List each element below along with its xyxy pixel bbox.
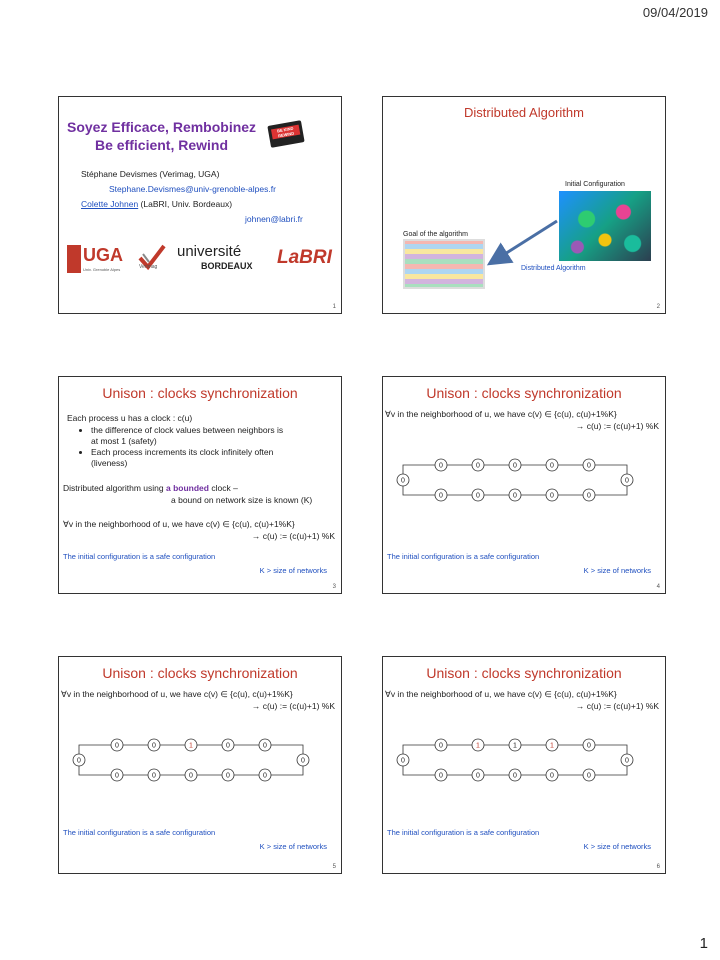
ring-node-bottom (509, 769, 521, 781)
slide-number: 4 (656, 584, 660, 590)
slide-1-title-line1: Soyez Efficace, Rembobinez (67, 119, 257, 135)
ring-node-top (435, 459, 447, 471)
action-text: → c(u) := (c(u)+1) %K (251, 701, 335, 711)
ring-node-top (509, 459, 521, 471)
k-size-text: K > size of networks (583, 566, 651, 575)
ring-node-bottom (435, 769, 447, 781)
ring-node-top (435, 739, 447, 751)
ring-node-bottom (546, 489, 558, 501)
verimag-logo (137, 242, 167, 272)
svg-text:0: 0 (513, 462, 517, 470)
svg-text:0: 0 (513, 772, 517, 780)
ring-node-bottom (435, 489, 447, 501)
svg-text:0: 0 (226, 742, 230, 750)
uga-logo: UGA (83, 245, 123, 265)
rule-text: ∀v in the neighborhood of u, we have c(v) ∈ {c(u), c(u)+1%K} (385, 689, 617, 699)
email-1: Stephane.Devismes@univ-grenoble-alpes.fr (109, 184, 276, 194)
svg-text:0: 0 (439, 462, 443, 470)
ring-network (383, 731, 665, 785)
rule-text: ∀v in the neighborhood of u, we have c(v) ∈ {c(u), c(u)+1%K} (61, 689, 293, 699)
ring-node-bottom (546, 769, 558, 781)
ring-node-top (148, 739, 160, 751)
page-date: 09/04/2019 (642, 5, 708, 20)
liveness-item: • Each process increments its clock infinitely often (liveness) (91, 447, 283, 469)
slide-6 (382, 656, 666, 874)
initial-configuration-image (559, 191, 651, 261)
slide-2 (382, 96, 666, 314)
ring-network (383, 451, 665, 505)
ring-node-bottom (259, 769, 271, 781)
author-1: Stéphane Devismes (Verimag, UGA) (81, 169, 220, 179)
svg-text:1: 1 (550, 742, 554, 750)
slide-4 (382, 376, 666, 594)
clock-intro: Each process u has a clock : c(u) (67, 413, 193, 423)
svg-text:0: 0 (439, 492, 443, 500)
goal-label: Goal of the algorithm (403, 231, 468, 238)
svg-text:0: 0 (587, 462, 591, 470)
ring-node-top (472, 739, 484, 751)
ring-node-bottom (472, 769, 484, 781)
svg-text:0: 0 (587, 742, 591, 750)
svg-text:0: 0 (189, 772, 193, 780)
goal-image (403, 239, 485, 289)
ring-node-top (185, 739, 197, 751)
ring-node-bottom (111, 769, 123, 781)
svg-text:0: 0 (476, 772, 480, 780)
slide-5-title: Unison : clocks synchronization (102, 665, 298, 681)
safe-config-text: The initial configuration is a safe configuration (63, 552, 216, 561)
ring-node-top (546, 459, 558, 471)
svg-text:0: 0 (625, 757, 629, 765)
action-text: → c(u) := (c(u)+1) %K (575, 701, 659, 711)
ring-node-bottom (509, 489, 521, 501)
svg-text:0: 0 (263, 742, 267, 750)
slide-number: 6 (656, 864, 660, 870)
k-size-text: K > size of networks (259, 842, 327, 851)
svg-text:0: 0 (77, 757, 81, 765)
author-2 (81, 199, 232, 210)
ring-node-bottom (583, 489, 595, 501)
author-2-affiliation: (LaBRI, Univ. Bordeaux) (138, 199, 233, 209)
cassette-label: BE KIND REWIND (271, 125, 300, 140)
slide-1-title-line2: Be efficient, Rewind (95, 137, 229, 153)
labri-logo: LaBRI (277, 247, 332, 268)
ring-node-right (297, 754, 309, 766)
svg-text:0: 0 (587, 772, 591, 780)
ring-node-bottom (185, 769, 197, 781)
page-number: 1 (699, 935, 708, 952)
safe-config-text: The initial configuration is a safe configuration (387, 552, 540, 561)
verimag-logo-text: Verimag (139, 264, 158, 270)
svg-text:0: 0 (226, 772, 230, 780)
ring-node-left (397, 474, 409, 486)
svg-text:0: 0 (115, 742, 119, 750)
algo-line-2: a bound on network size is known (K) (171, 495, 313, 505)
slide-1 (58, 96, 342, 314)
ring-node-top (111, 739, 123, 751)
bordeaux-logo-line1: université (177, 243, 242, 260)
ring-node-top (546, 739, 558, 751)
ring-node-right (621, 474, 633, 486)
ring-node-top (222, 739, 234, 751)
ring-node-top (583, 739, 595, 751)
svg-text:1: 1 (189, 742, 193, 750)
slide-number: 3 (332, 584, 336, 590)
svg-text:0: 0 (550, 462, 554, 470)
cassette-image (267, 120, 304, 148)
ring-node-bottom (222, 769, 234, 781)
svg-text:0: 0 (301, 757, 305, 765)
svg-text:0: 0 (401, 757, 405, 765)
uga-logo-mark (67, 245, 81, 273)
ring-node-left (73, 754, 85, 766)
slide-3 (58, 376, 342, 594)
slide-2-title: Distributed Algorithm (464, 105, 584, 120)
svg-text:0: 0 (152, 772, 156, 780)
algo-line-1: Distributed algorithm using a bounded clock – (63, 483, 238, 493)
ring-node-bottom (148, 769, 160, 781)
svg-text:0: 0 (476, 462, 480, 470)
ring-network (59, 731, 341, 785)
slide-3-title: Unison : clocks synchronization (102, 385, 298, 401)
svg-text:0: 0 (513, 492, 517, 500)
email-2: johnen@labri.fr (245, 214, 303, 224)
property-list (79, 425, 283, 469)
bordeaux-logo-line2: BORDEAUX (201, 261, 253, 271)
initial-configuration-label: Initial Configuration (565, 181, 625, 188)
svg-text:0: 0 (439, 742, 443, 750)
safe-config-text: The initial configuration is a safe configuration (63, 828, 216, 837)
ring-node-bottom (583, 769, 595, 781)
svg-text:0: 0 (587, 492, 591, 500)
uga-logo-sub: Univ. Grenoble Alpes (83, 267, 121, 272)
ring-node-top (472, 459, 484, 471)
arrow-label: Distributed Algorithm (521, 265, 586, 272)
ring-node-bottom (472, 489, 484, 501)
svg-text:0: 0 (439, 772, 443, 780)
safe-config-text: The initial configuration is a safe configuration (387, 828, 540, 837)
rule-text: ∀v in the neighborhood of u, we have c(v) ∈ {c(u), c(u)+1%K} (63, 519, 295, 529)
slide-number: 5 (332, 864, 336, 870)
slide-4-title: Unison : clocks synchronization (426, 385, 622, 401)
slide-5 (58, 656, 342, 874)
action-text: → c(u) := (c(u)+1) %K (251, 531, 335, 541)
svg-text:1: 1 (476, 742, 480, 750)
rule-text: ∀v in the neighborhood of u, we have c(v) ∈ {c(u), c(u)+1%K} (385, 409, 617, 419)
ring-node-top (509, 739, 521, 751)
svg-text:0: 0 (550, 492, 554, 500)
ring-node-top (259, 739, 271, 751)
svg-text:0: 0 (152, 742, 156, 750)
svg-text:0: 0 (401, 477, 405, 485)
k-size-text: K > size of networks (583, 842, 651, 851)
svg-text:0: 0 (476, 492, 480, 500)
svg-text:1: 1 (513, 742, 517, 750)
k-size-text: K > size of networks (259, 566, 327, 575)
svg-text:0: 0 (263, 772, 267, 780)
ring-node-top (583, 459, 595, 471)
ring-node-left (397, 754, 409, 766)
slide-number: 1 (332, 304, 336, 310)
slide-number: 2 (656, 304, 660, 310)
ring-node-right (621, 754, 633, 766)
author-2-name: Colette Johnen (81, 199, 139, 209)
svg-text:0: 0 (550, 772, 554, 780)
slide-6-title: Unison : clocks synchronization (426, 665, 622, 681)
svg-text:0: 0 (625, 477, 629, 485)
svg-text:0: 0 (115, 772, 119, 780)
safety-item: • the difference of clock values between neighbors is at most 1 (safety) (91, 425, 283, 447)
action-text: → c(u) := (c(u)+1) %K (575, 421, 659, 431)
